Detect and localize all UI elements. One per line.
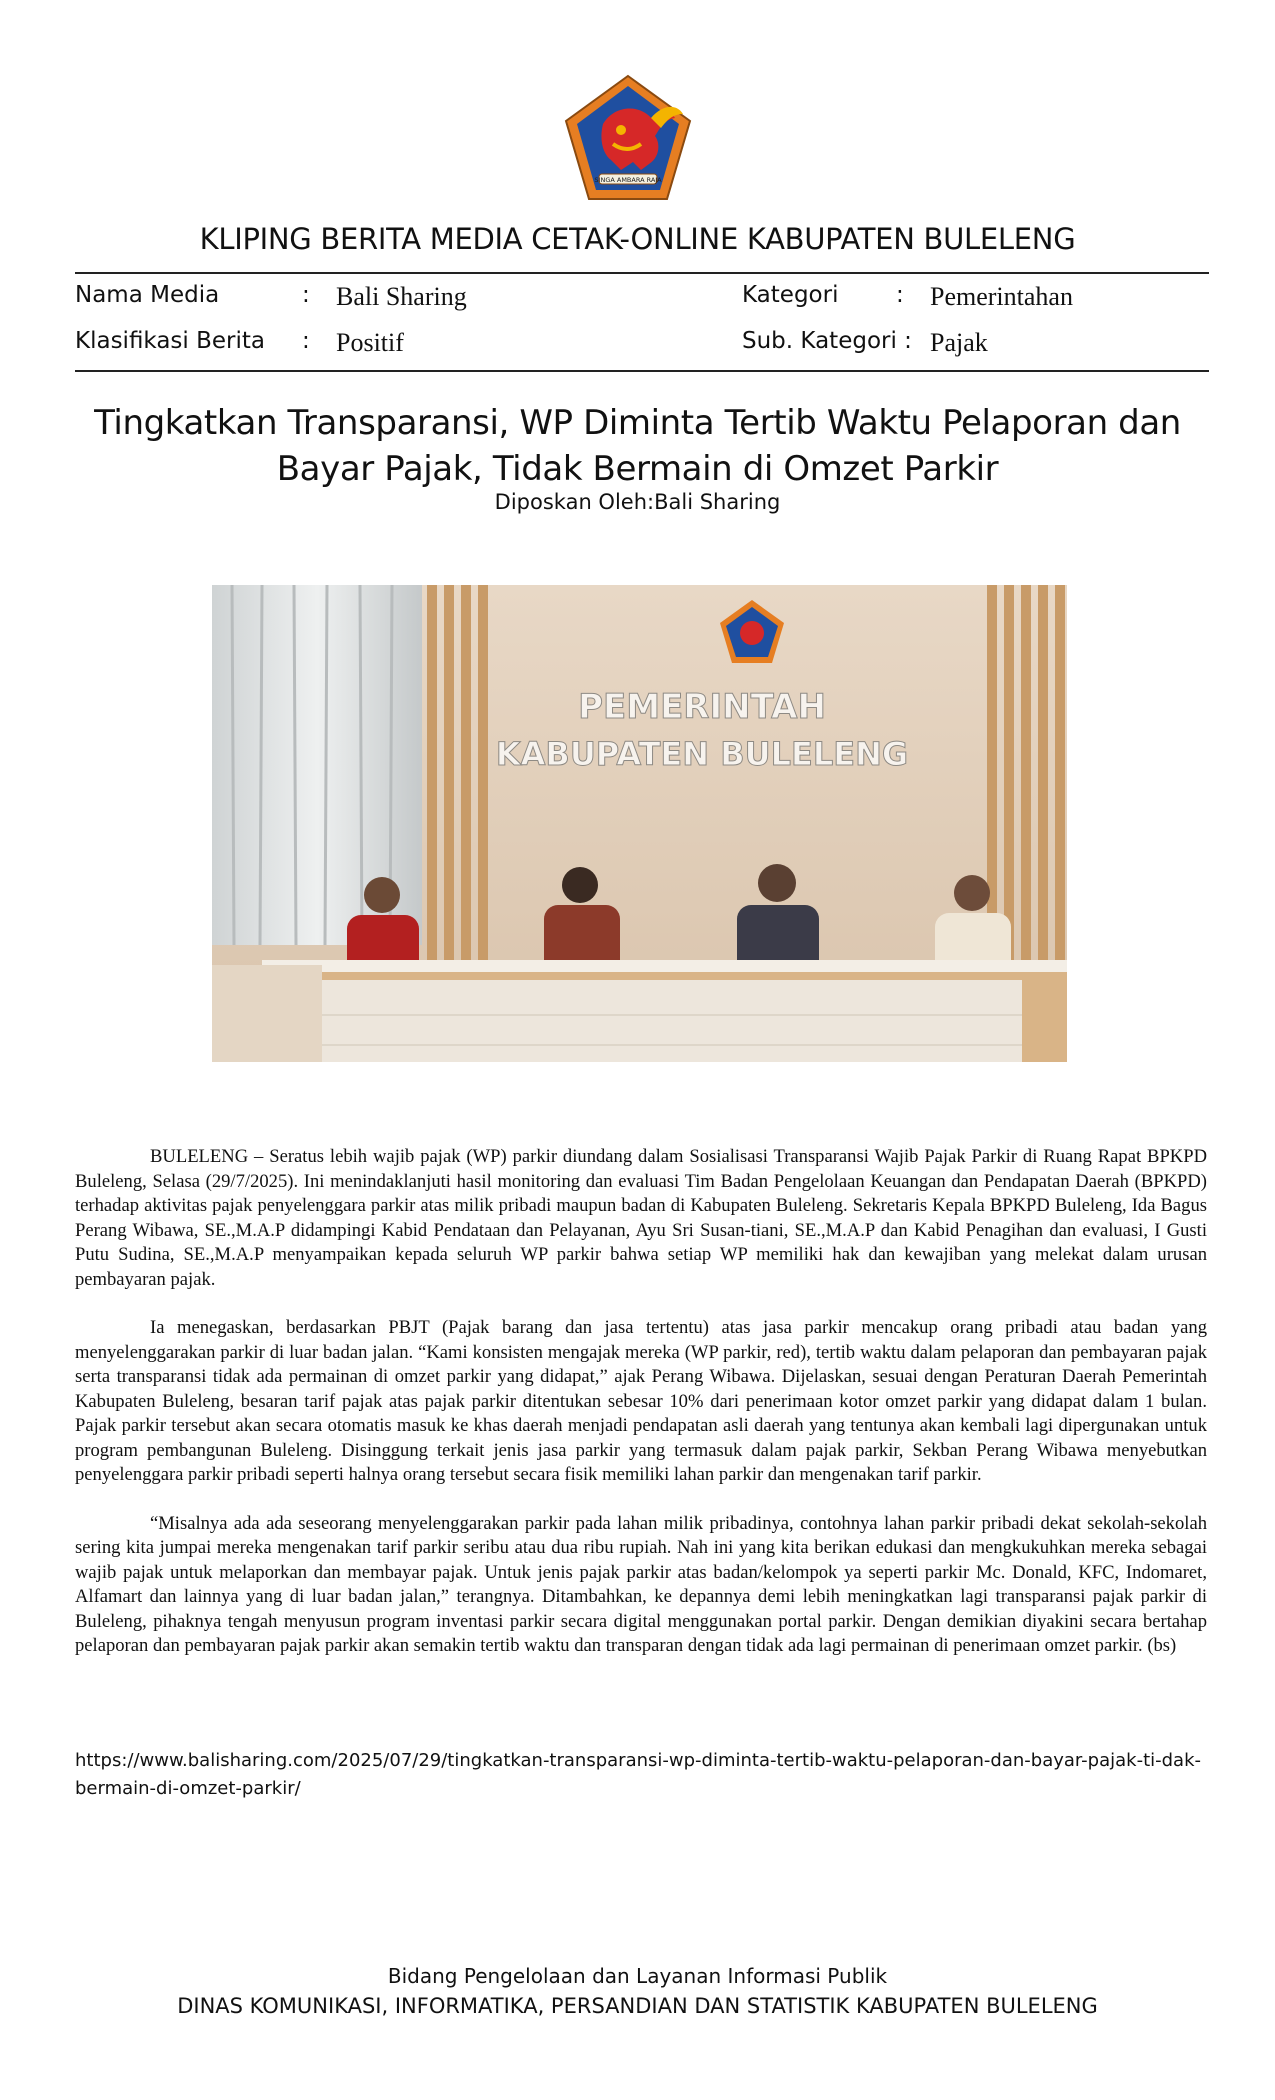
clipping-header-title: KLIPING BERITA MEDIA CETAK-ONLINE KABUPATEN BULELENG	[199, 222, 1076, 256]
article-photo	[212, 585, 1067, 1062]
footer-agency-name: DINAS KOMUNIKASI, INFORMATIKA, PERSANDIAN DAN STATISTIK KABUPATEN BULELENG	[177, 1994, 1098, 2018]
article-paragraph-3: “Misalnya ada ada seseorang menyelenggarakan parkir pada lahan milik pribadinya, contohnya lahan parkir pribadi dekat sekolah-sekolah sering kita jumpai mereka mengenakan tarif parkir seribu atau dua ribu rupiah. Nah ini yang kita berikan edukasi dan mengkukuhkan mereka sebagai wajib pajak untuk melaporkan dan membayar pajak. Untuk jenis pajak parkir atas badan/kelompok ya seperti parkir Mc. Donald, KFC, Indomaret, Alfamart dan lainnya yang di luar badan jalan,” terangnya. Ditambahkan, ke depannya demi lebih meningkatkan lagi transparansi pajak parkir di Buleleng, pihaknya tengah menyusun program inventasi parkir secara digital menggunakan portal parkir. Dengan demikian diyakini secara bertahap pelaporan dan pembayaran pajak parkir akan semakin tertib waktu dan transparan dengan tidak ada lagi permainan di penerimaan omzet parkir. (bs)	[75, 1512, 1207, 1656]
subcategory-value: Pajak	[930, 328, 988, 357]
subcategory-label: Sub. Kategori :	[742, 328, 912, 354]
article-title: Tingkatkan Transparansi, WP Diminta Tertib Waktu Pelaporan dan Bayar Pajak, Tidak Bermain di Omzet Parkir	[94, 403, 1181, 489]
article-body	[75, 1145, 1207, 1683]
source-url-link[interactable]: https://www.balisharing.com/2025/07/29/tingkatkan-transparansi-wp-diminta-tertib-waktu-pelaporan-dan-bayar-pajak-ti-dak-bermain-di-omzet-parkir/	[75, 1750, 1202, 1799]
logo-motto: SINGA AMBARA RAJA	[594, 176, 662, 184]
classification-label: Klasifikasi Berita	[75, 328, 266, 354]
classification-value: Positif	[336, 328, 404, 357]
header-divider-bottom	[75, 370, 1209, 372]
article-byline: Diposkan Oleh:Bali Sharing	[494, 490, 781, 514]
media-name-label: Nama Media	[75, 282, 220, 308]
regency-emblem-logo	[563, 74, 693, 202]
wall-sign-line1: PEMERINTAH	[578, 687, 826, 727]
media-name-value: Bali Sharing	[336, 282, 467, 311]
category-value: Pemerintahan	[930, 282, 1073, 311]
wall-sign-line2: KABUPATEN BULELENG	[495, 735, 909, 773]
category-label: Kategori	[742, 282, 839, 308]
footer-division-name: Bidang Pengelolaan dan Layanan Informasi Publik	[387, 1964, 888, 1988]
category-colon: :	[896, 282, 904, 308]
article-paragraph-2: Ia menegaskan, berdasarkan PBJT (Pajak barang dan jasa tertentu) atas jasa parkir mencakup orang pribadi atau badan yang menyelenggarakan parkir di luar badan jalan. “Kami konsisten mengajak mereka (WP parkir, red), tertib waktu dalam pelaporan dan pembayaran pajak serta transparansi tidak ada permainan di omzet parkir yang didapat,” ajak Perang Wibawa. Dijelaskan, sesuai dengan Peraturan Daerah Pemerintah Kabupaten Buleleng, besaran tarif pajak atas pajak parkir ditentukan sebesar 10% dari penerimaan kotor omzet parkir yang didapat dalam 1 bulan. Pajak parkir tersebut akan secara otomatis masuk ke khas daerah menjadi pendapatan asli daerah yang tentunya akan kembali lagi dipergunakan untuk program pembangunan Buleleng. Disinggung terkait jenis jasa parkir yang termasuk dalam pajak parkir, Sekban Perang Wibawa menyebutkan penyelenggara parkir pribadi seperti halnya orang tersebut secara fisik memiliki lahan parkir dan mengenakan tarif parkir.	[75, 1317, 1207, 1485]
article-paragraph-1: BULELENG – Seratus lebih wajib pajak (WP) parkir diundang dalam Sosialisasi Transparansi Wajib Pajak Parkir di Ruang Rapat BPKPD Buleleng, Selasa (29/7/2025). Ini menindaklanjuti hasil monitoring dan evaluasi Tim Badan Pengelolaan Keuangan dan Pendapatan Daerah (BPKPD) terhadap aktivitas pajak penyelenggara parkir atas milik pribadi maupun badan di Kabupaten Buleleng. Sekretaris Kepala BPKPD Buleleng, Ida Bagus Perang Wibawa, SE.,M.A.P didampingi Kabid Pendataan dan Pelayanan, Ayu Sri Susan-tiani, SE.,M.A.P dan Kabid Penagihan dan evaluasi, I Gusti Putu Sudina, SE.,M.A.P menyampaikan kepada seluruh WP parkir bahwa setiap WP memiliki hak dan kewajiban yang melekat dalam urusan pembayaran pajak.	[75, 1146, 1207, 1290]
classification-colon: :	[302, 328, 310, 354]
header-divider-top	[75, 272, 1209, 274]
media-name-colon: :	[302, 282, 310, 308]
